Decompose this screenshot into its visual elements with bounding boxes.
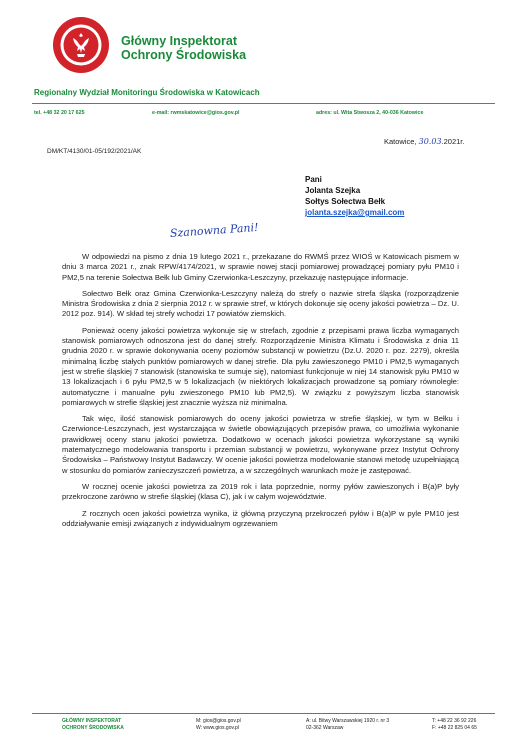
reference-number: DM/KT/4130/01-05/192/2021/AK	[47, 148, 142, 155]
addressee-role: Sołtys Sołectwa Bełk	[305, 197, 386, 206]
addressee-block	[305, 174, 404, 218]
header-email[interactable]: e-mail: rwmskatowice@gios.gov.pl	[152, 110, 240, 116]
header-divider	[32, 103, 495, 104]
date-prefix: Katowice,	[384, 137, 417, 146]
header-phone: tel. +48 32 20 17 625	[34, 110, 85, 116]
footer-web[interactable]: W: www.gios.gov.pl	[196, 724, 239, 731]
paragraph: Sołectwo Bełk oraz Gmina Czerwionka-Leszczyny należą do strefy o nazwie strefa śląska (rozporządzenie Ministra Środowiska z dnia 2 sierpnia 2012 r. w sprawie stref, w których dokonuje się oceny jakości powietrza – Dz. U. 2012 poz. 914). W skład tej strefy wchodzi 17 powiatów ziemskich.	[62, 288, 459, 319]
footer-org	[62, 718, 124, 731]
footer-address	[306, 718, 389, 731]
paragraph: W rocznej ocenie jakości powietrza za 2019 rok i lata poprzednie, normy pyłów zawieszonych i B(a)P były przekroczone zarówno w strefie śląskiej (klasa C), jak i w całym województwie.	[62, 481, 459, 502]
footer-address-line-1: A: ul. Bitwy Warszawskiej 1920 r. nr 3	[306, 718, 390, 724]
footer-phone: T: +48 22 36 92 226	[432, 718, 477, 724]
letter-body	[62, 252, 459, 535]
addressee-email-link[interactable]: jolanta.szejka@gmail.com	[305, 208, 405, 217]
brand-line-2: Ochrony Środowiska	[121, 48, 247, 62]
footer-org-line-2: OCHRONY ŚRODOWISKA	[62, 724, 124, 731]
brand-line-1: Główny Inspektorat	[121, 34, 237, 48]
footer-divider	[32, 713, 495, 714]
paragraph: W odpowiedzi na pismo z dnia 19 lutego 2021 r., przekazane do RWMŚ przez WIOŚ w Katowicach pismem w dniu 3 marca 2021 r., znak RPW/4174/2021, w sprawie nowej stacji pomiarowej prowadzącej pomiary pyłu PM10 i PM2,5 na terenie Sołectwa Bełk lub Gminy Czerwionka-Leszczyny, przekazuję następujące informacje.	[62, 252, 459, 282]
brand-name	[121, 34, 246, 62]
date-suffix: .2021r.	[441, 137, 465, 146]
paragraph: Z rocznych ocen jakości powietrza wynika, iż główną przyczyną przekroczeń pyłów i B(a)P w pyle PM10 jest oddziaływanie emisji związanych z indywidualnym ogrzewaniem	[62, 508, 459, 528]
addressee-name: Jolanta Szejka	[305, 186, 361, 195]
date-handwritten: 30.03	[418, 137, 442, 146]
addressee-title: Pani	[305, 175, 322, 184]
footer-contact	[196, 718, 241, 731]
letter-date	[384, 137, 464, 146]
footer-address-line-2: 02-362 Warszaw	[306, 724, 344, 731]
header-address: adres: ul. Wita Stwosza 2, 40-036 Katowice	[316, 110, 424, 116]
footer-org-line-1: GŁÓWNY INSPEKTORAT	[62, 718, 122, 724]
department-name: Regionalny Wydział Monitoringu Środowiska w Katowicach	[34, 88, 260, 97]
footer-phones	[432, 718, 477, 731]
paragraph: Ponieważ oceny jakości powietrza wykonuje się w strefach, zgodnie z przepisami prawa liczba wymaganych stanowisk pomiarowych odnoszona jest do danej strefy. Rozporządzenie Ministra Klimatu i Środowiska z dnia 11 grudnia 2020 r. w sprawie dokonywania oceny poziomów substancji w powietrzu (Dz.U. 2020 r. poz. 2279), określa minimalną liczbę stałych punktów pomiarowych w danej strefie. Dla pyłu zawieszonego PM10 i PM2,5 wymaganych jest w strefie śląskiej 7 stanowisk (stanowiska te sumuje się), natomiast funkcjonuje w niej 14 stanowisk pyłu PM10 w 13 lokalizacjach i 6 pyłu PM2,5 w 5 lokalizacjach (w niektórych lokalizacjach prowadzone są pomiary równoległe: automatyczne i manualne pyłu zwieszonego PM10 lub PM2,5). W związku z powyższym liczba stanowisk pomiarowych w strefie śląskiej jest znacznie wyższa niż minimalna.	[62, 325, 459, 407]
handwritten-greeting: Szanowna Pani!	[169, 220, 259, 240]
gios-logo-icon	[52, 16, 110, 74]
footer-fax: F: +48 22 825 04 65	[432, 724, 477, 731]
paragraph: Tak więc, ilość stanowisk pomiarowych do oceny jakości powietrza w strefie śląskiej, w tym w Bełku i Czerwionce-Leszczynach, jest wystarczająca w świetle obowiązujących przepisów prawa, co umożliwia wykonanie prawidłowej oceny stanu jakości powietrza. Dodatkowo w ocenach jakości powietrza wykorzystane są wyniki matematycznego modelowania transportu i przemian substancji w powietrzu, wykonywane przez Instytut Ochrony Środowiska – Państwowy Instytut Badawczy. W ocenie jakości powietrza modelowanie stanowi metodę uzupełniającą w stosunku do pomiarów zanieczyszczeń powietrza, a w szczególnych warunkach może je zastępować.	[62, 414, 459, 475]
footer-mail[interactable]: M: gios@gios.gov.pl	[196, 718, 241, 724]
